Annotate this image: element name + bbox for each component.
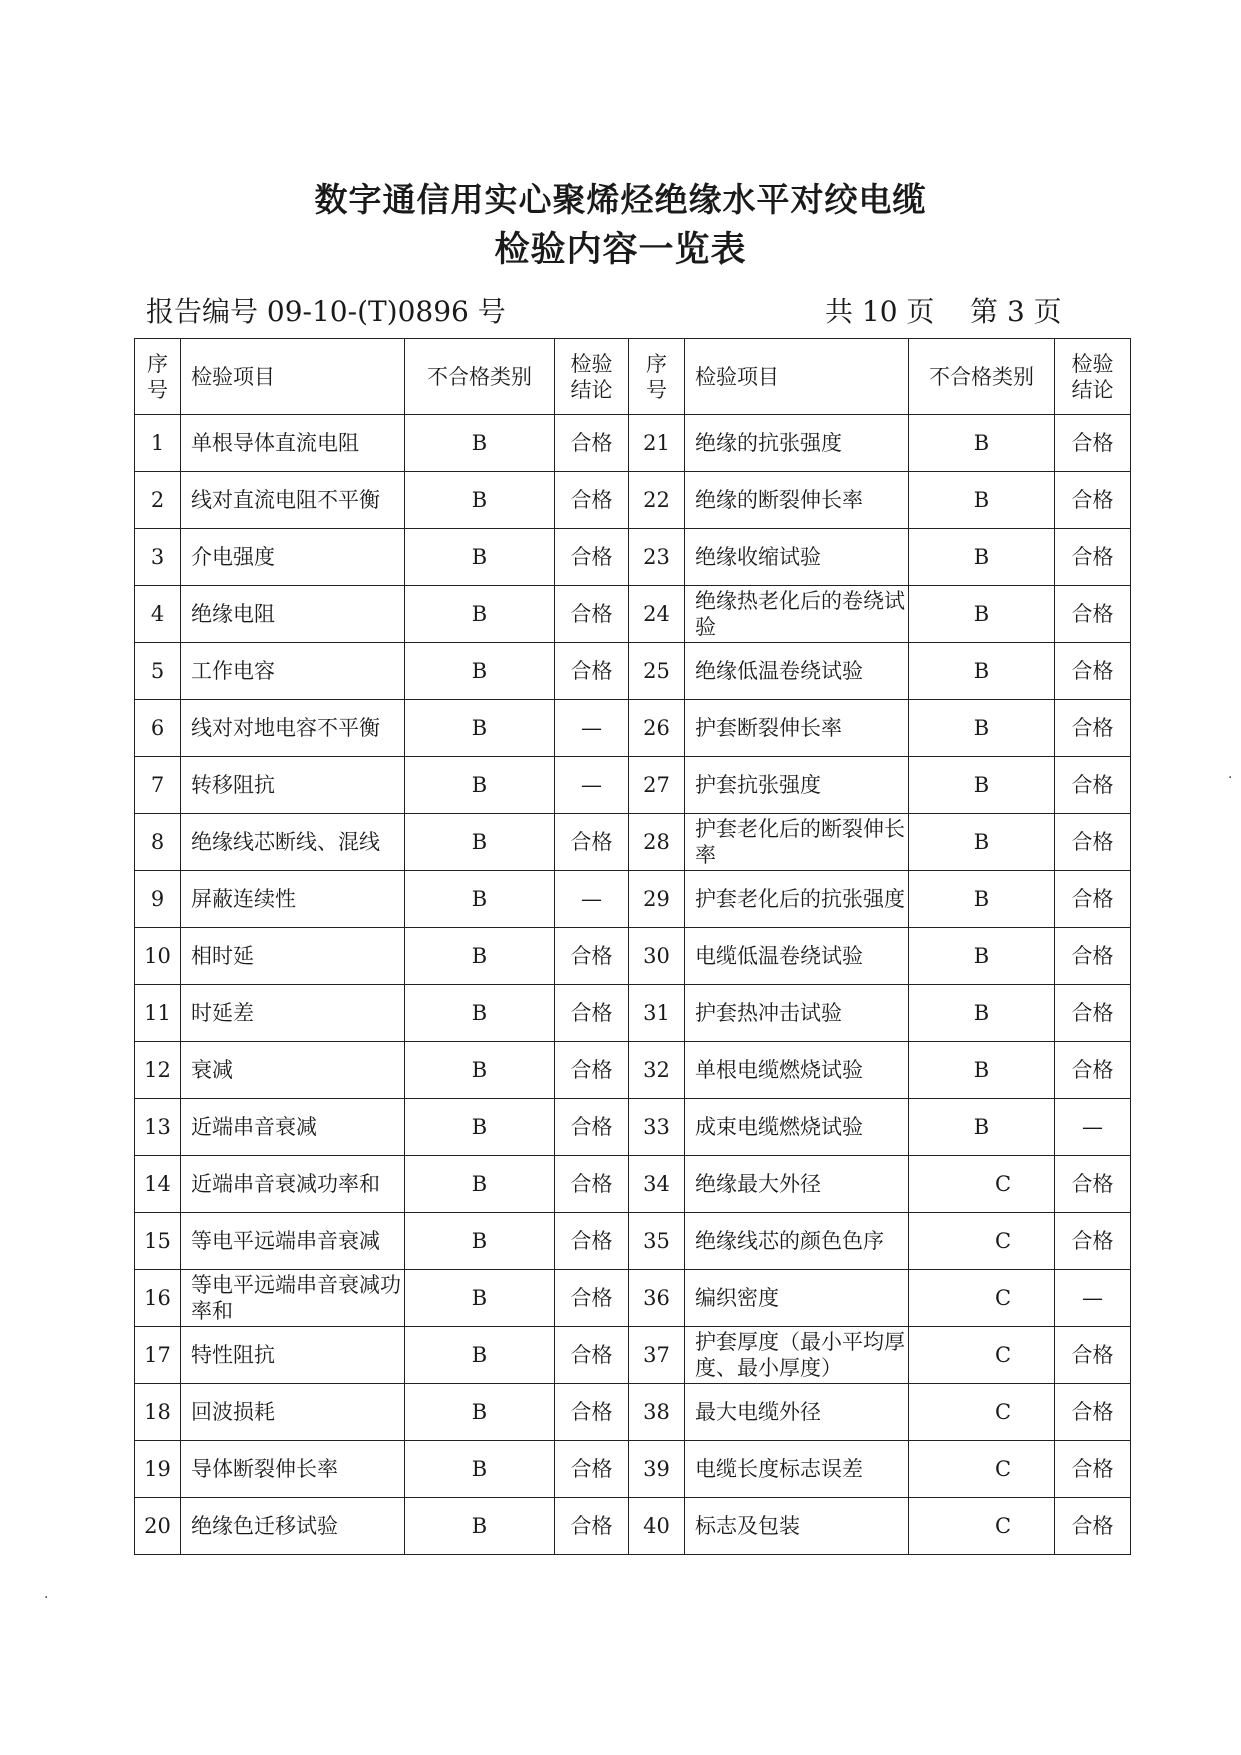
category-cell: B bbox=[909, 871, 1055, 928]
seq-cell: 28 bbox=[629, 814, 685, 871]
seq-cell: 30 bbox=[629, 928, 685, 985]
item-cell: 近端串音衰减功率和 bbox=[181, 1156, 405, 1213]
result-cell: 合格 bbox=[555, 928, 629, 985]
category-cell: B bbox=[405, 415, 555, 472]
table-row bbox=[135, 1213, 1131, 1270]
header-conclusion-right: 检验 结论 bbox=[1055, 339, 1131, 415]
seq-cell: 17 bbox=[135, 1327, 181, 1384]
category-cell: B bbox=[405, 757, 555, 814]
category-cell: B bbox=[909, 1042, 1055, 1099]
seq-cell: 32 bbox=[629, 1042, 685, 1099]
seq-cell: 8 bbox=[135, 814, 181, 871]
category-cell: B bbox=[405, 1099, 555, 1156]
table-row bbox=[135, 1384, 1131, 1441]
result-cell: 合格 bbox=[555, 1270, 629, 1327]
seq-cell: 33 bbox=[629, 1099, 685, 1156]
table-row bbox=[135, 700, 1131, 757]
seq-cell: 12 bbox=[135, 1042, 181, 1099]
category-cell: B bbox=[909, 985, 1055, 1042]
category-cell: B bbox=[909, 529, 1055, 586]
result-cell: — bbox=[1055, 1270, 1131, 1327]
category-cell: B bbox=[405, 1498, 555, 1555]
result-cell: 合格 bbox=[555, 985, 629, 1042]
header-item-right: 检验项目 bbox=[685, 339, 909, 415]
seq-cell: 6 bbox=[135, 700, 181, 757]
item-cell: 近端串音衰减 bbox=[181, 1099, 405, 1156]
result-cell: 合格 bbox=[555, 643, 629, 700]
item-cell: 护套老化后的断裂伸长率 bbox=[685, 814, 909, 871]
item-cell: 绝缘热老化后的卷绕试验 bbox=[685, 586, 909, 643]
item-cell: 绝缘电阻 bbox=[181, 586, 405, 643]
result-cell: 合格 bbox=[1055, 1384, 1131, 1441]
seq-cell: 29 bbox=[629, 871, 685, 928]
category-cell: B bbox=[909, 415, 1055, 472]
seq-cell: 31 bbox=[629, 985, 685, 1042]
seq-cell: 3 bbox=[135, 529, 181, 586]
item-cell: 线对直流电阻不平衡 bbox=[181, 472, 405, 529]
seq-cell: 25 bbox=[629, 643, 685, 700]
item-cell: 最大电缆外径 bbox=[685, 1384, 909, 1441]
result-cell: 合格 bbox=[555, 1156, 629, 1213]
header-category-right: 不合格类别 bbox=[909, 339, 1055, 415]
category-cell: B bbox=[405, 1384, 555, 1441]
page-total: 共 10 页 bbox=[825, 295, 935, 328]
category-cell: B bbox=[909, 814, 1055, 871]
category-cell: C bbox=[909, 1498, 1055, 1555]
category-cell: B bbox=[909, 586, 1055, 643]
item-cell: 单根电缆燃烧试验 bbox=[685, 1042, 909, 1099]
result-cell: 合格 bbox=[1055, 472, 1131, 529]
result-cell: 合格 bbox=[555, 1327, 629, 1384]
result-cell: 合格 bbox=[555, 586, 629, 643]
seq-cell: 21 bbox=[629, 415, 685, 472]
category-cell: B bbox=[405, 586, 555, 643]
item-cell: 绝缘最大外径 bbox=[685, 1156, 909, 1213]
result-cell: 合格 bbox=[555, 472, 629, 529]
result-cell: 合格 bbox=[555, 1441, 629, 1498]
seq-cell: 39 bbox=[629, 1441, 685, 1498]
margin-mark: · bbox=[1228, 770, 1233, 786]
result-cell: 合格 bbox=[1055, 700, 1131, 757]
result-cell: 合格 bbox=[555, 529, 629, 586]
table-row bbox=[135, 472, 1131, 529]
seq-cell: 34 bbox=[629, 1156, 685, 1213]
table-row bbox=[135, 871, 1131, 928]
table-row bbox=[135, 1498, 1131, 1555]
item-cell: 绝缘色迁移试验 bbox=[181, 1498, 405, 1555]
seq-cell: 36 bbox=[629, 1270, 685, 1327]
item-cell: 特性阻抗 bbox=[181, 1327, 405, 1384]
seq-cell: 5 bbox=[135, 643, 181, 700]
category-cell: B bbox=[405, 985, 555, 1042]
result-cell: — bbox=[1055, 1099, 1131, 1156]
item-cell: 护套断裂伸长率 bbox=[685, 700, 909, 757]
seq-cell: 18 bbox=[135, 1384, 181, 1441]
seq-cell: 2 bbox=[135, 472, 181, 529]
item-cell: 时延差 bbox=[181, 985, 405, 1042]
result-cell: — bbox=[555, 757, 629, 814]
table-row bbox=[135, 415, 1131, 472]
item-cell: 等电平远端串音衰减功率和 bbox=[181, 1270, 405, 1327]
result-cell: 合格 bbox=[555, 1384, 629, 1441]
seq-cell: 13 bbox=[135, 1099, 181, 1156]
result-cell: 合格 bbox=[1055, 643, 1131, 700]
result-cell: — bbox=[555, 700, 629, 757]
table-row bbox=[135, 643, 1131, 700]
result-cell: 合格 bbox=[1055, 1213, 1131, 1270]
seq-cell: 11 bbox=[135, 985, 181, 1042]
item-cell: 护套抗张强度 bbox=[685, 757, 909, 814]
category-cell: B bbox=[909, 472, 1055, 529]
seq-cell: 38 bbox=[629, 1384, 685, 1441]
item-cell: 介电强度 bbox=[181, 529, 405, 586]
item-cell: 回波损耗 bbox=[181, 1384, 405, 1441]
table-row bbox=[135, 1156, 1131, 1213]
category-cell: B bbox=[405, 472, 555, 529]
seq-cell: 4 bbox=[135, 586, 181, 643]
category-cell: B bbox=[405, 1042, 555, 1099]
result-cell: 合格 bbox=[1055, 529, 1131, 586]
item-cell: 绝缘线芯的颜色色序 bbox=[685, 1213, 909, 1270]
category-cell: B bbox=[405, 1441, 555, 1498]
category-cell: B bbox=[405, 1156, 555, 1213]
result-cell: 合格 bbox=[555, 415, 629, 472]
item-cell: 相时延 bbox=[181, 928, 405, 985]
header-category: 不合格类别 bbox=[405, 339, 555, 415]
result-cell: 合格 bbox=[555, 1213, 629, 1270]
item-cell: 单根导体直流电阻 bbox=[181, 415, 405, 472]
item-cell: 线对对地电容不平衡 bbox=[181, 700, 405, 757]
document-title: 数字通信用实心聚烯烃绝缘水平对绞电缆 bbox=[314, 180, 927, 219]
item-cell: 等电平远端串音衰减 bbox=[181, 1213, 405, 1270]
table-row bbox=[135, 1099, 1131, 1156]
item-cell: 绝缘收缩试验 bbox=[685, 529, 909, 586]
category-cell: B bbox=[405, 643, 555, 700]
table-row bbox=[135, 1042, 1131, 1099]
result-cell: 合格 bbox=[1055, 871, 1131, 928]
result-cell: 合格 bbox=[1055, 586, 1131, 643]
table-row bbox=[135, 928, 1131, 985]
seq-cell: 19 bbox=[135, 1441, 181, 1498]
category-cell: B bbox=[405, 1213, 555, 1270]
result-cell: 合格 bbox=[1055, 1498, 1131, 1555]
result-cell: 合格 bbox=[1055, 757, 1131, 814]
item-cell: 转移阻抗 bbox=[181, 757, 405, 814]
category-cell: B bbox=[405, 529, 555, 586]
seq-cell: 14 bbox=[135, 1156, 181, 1213]
document-subtitle: 检验内容一览表 bbox=[494, 230, 747, 270]
seq-cell: 37 bbox=[629, 1327, 685, 1384]
category-cell: B bbox=[405, 814, 555, 871]
seq-cell: 35 bbox=[629, 1213, 685, 1270]
result-cell: 合格 bbox=[1055, 1327, 1131, 1384]
seq-cell: 22 bbox=[629, 472, 685, 529]
item-cell: 衰减 bbox=[181, 1042, 405, 1099]
item-cell: 护套老化后的抗张强度 bbox=[685, 871, 909, 928]
category-cell: C bbox=[909, 1441, 1055, 1498]
table-header-row bbox=[135, 339, 1131, 415]
item-cell: 护套厚度（最小平均厚度、最小厚度） bbox=[685, 1327, 909, 1384]
item-cell: 标志及包装 bbox=[685, 1498, 909, 1555]
page-info bbox=[825, 290, 1062, 330]
category-cell: B bbox=[909, 643, 1055, 700]
table-row bbox=[135, 1327, 1131, 1384]
result-cell: 合格 bbox=[555, 1099, 629, 1156]
table-row bbox=[135, 529, 1131, 586]
table-row bbox=[135, 757, 1131, 814]
header-seq-right: 序 号 bbox=[629, 339, 685, 415]
seq-cell: 27 bbox=[629, 757, 685, 814]
inspection-table bbox=[134, 338, 1131, 1555]
seq-cell: 15 bbox=[135, 1213, 181, 1270]
seq-cell: 16 bbox=[135, 1270, 181, 1327]
seq-cell: 40 bbox=[629, 1498, 685, 1555]
seq-cell: 26 bbox=[629, 700, 685, 757]
result-cell: 合格 bbox=[1055, 1441, 1131, 1498]
header-seq: 序 号 bbox=[135, 339, 181, 415]
category-cell: C bbox=[909, 1156, 1055, 1213]
result-cell: 合格 bbox=[1055, 928, 1131, 985]
category-cell: B bbox=[405, 1327, 555, 1384]
category-cell: B bbox=[909, 700, 1055, 757]
page-current: 第 3 页 bbox=[970, 295, 1062, 328]
table-row bbox=[135, 1270, 1131, 1327]
item-cell: 绝缘线芯断线、混线 bbox=[181, 814, 405, 871]
result-cell: 合格 bbox=[1055, 985, 1131, 1042]
header-conclusion: 检验 结论 bbox=[555, 339, 629, 415]
category-cell: B bbox=[405, 871, 555, 928]
category-cell: B bbox=[405, 928, 555, 985]
category-cell: B bbox=[405, 1270, 555, 1327]
result-cell: 合格 bbox=[1055, 1156, 1131, 1213]
item-cell: 成束电缆燃烧试验 bbox=[685, 1099, 909, 1156]
category-cell: B bbox=[909, 757, 1055, 814]
result-cell: 合格 bbox=[555, 814, 629, 871]
seq-cell: 24 bbox=[629, 586, 685, 643]
table-row bbox=[135, 985, 1131, 1042]
report-number: 报告编号 09-10-(T)0896 号 bbox=[146, 295, 506, 328]
result-cell: 合格 bbox=[1055, 1042, 1131, 1099]
item-cell: 绝缘的断裂伸长率 bbox=[685, 472, 909, 529]
item-cell: 护套热冲击试验 bbox=[685, 985, 909, 1042]
seq-cell: 7 bbox=[135, 757, 181, 814]
category-cell: C bbox=[909, 1270, 1055, 1327]
seq-cell: 20 bbox=[135, 1498, 181, 1555]
result-cell: 合格 bbox=[555, 1042, 629, 1099]
item-cell: 电缆长度标志误差 bbox=[685, 1441, 909, 1498]
table-row bbox=[135, 586, 1131, 643]
item-cell: 电缆低温卷绕试验 bbox=[685, 928, 909, 985]
category-cell: C bbox=[909, 1327, 1055, 1384]
category-cell: C bbox=[909, 1213, 1055, 1270]
seq-cell: 23 bbox=[629, 529, 685, 586]
category-cell: B bbox=[405, 700, 555, 757]
table-row bbox=[135, 1441, 1131, 1498]
category-cell: B bbox=[909, 1099, 1055, 1156]
item-cell: 工作电容 bbox=[181, 643, 405, 700]
item-cell: 绝缘低温卷绕试验 bbox=[685, 643, 909, 700]
category-cell: C bbox=[909, 1384, 1055, 1441]
scan-dot: · bbox=[44, 1590, 49, 1606]
result-cell: 合格 bbox=[1055, 415, 1131, 472]
table-row bbox=[135, 814, 1131, 871]
result-cell: 合格 bbox=[555, 1498, 629, 1555]
result-cell: 合格 bbox=[1055, 814, 1131, 871]
item-cell: 屏蔽连续性 bbox=[181, 871, 405, 928]
category-cell: B bbox=[909, 928, 1055, 985]
result-cell: — bbox=[555, 871, 629, 928]
header-item: 检验项目 bbox=[181, 339, 405, 415]
seq-cell: 9 bbox=[135, 871, 181, 928]
item-cell: 导体断裂伸长率 bbox=[181, 1441, 405, 1498]
seq-cell: 1 bbox=[135, 415, 181, 472]
item-cell: 绝缘的抗张强度 bbox=[685, 415, 909, 472]
seq-cell: 10 bbox=[135, 928, 181, 985]
item-cell: 编织密度 bbox=[685, 1270, 909, 1327]
